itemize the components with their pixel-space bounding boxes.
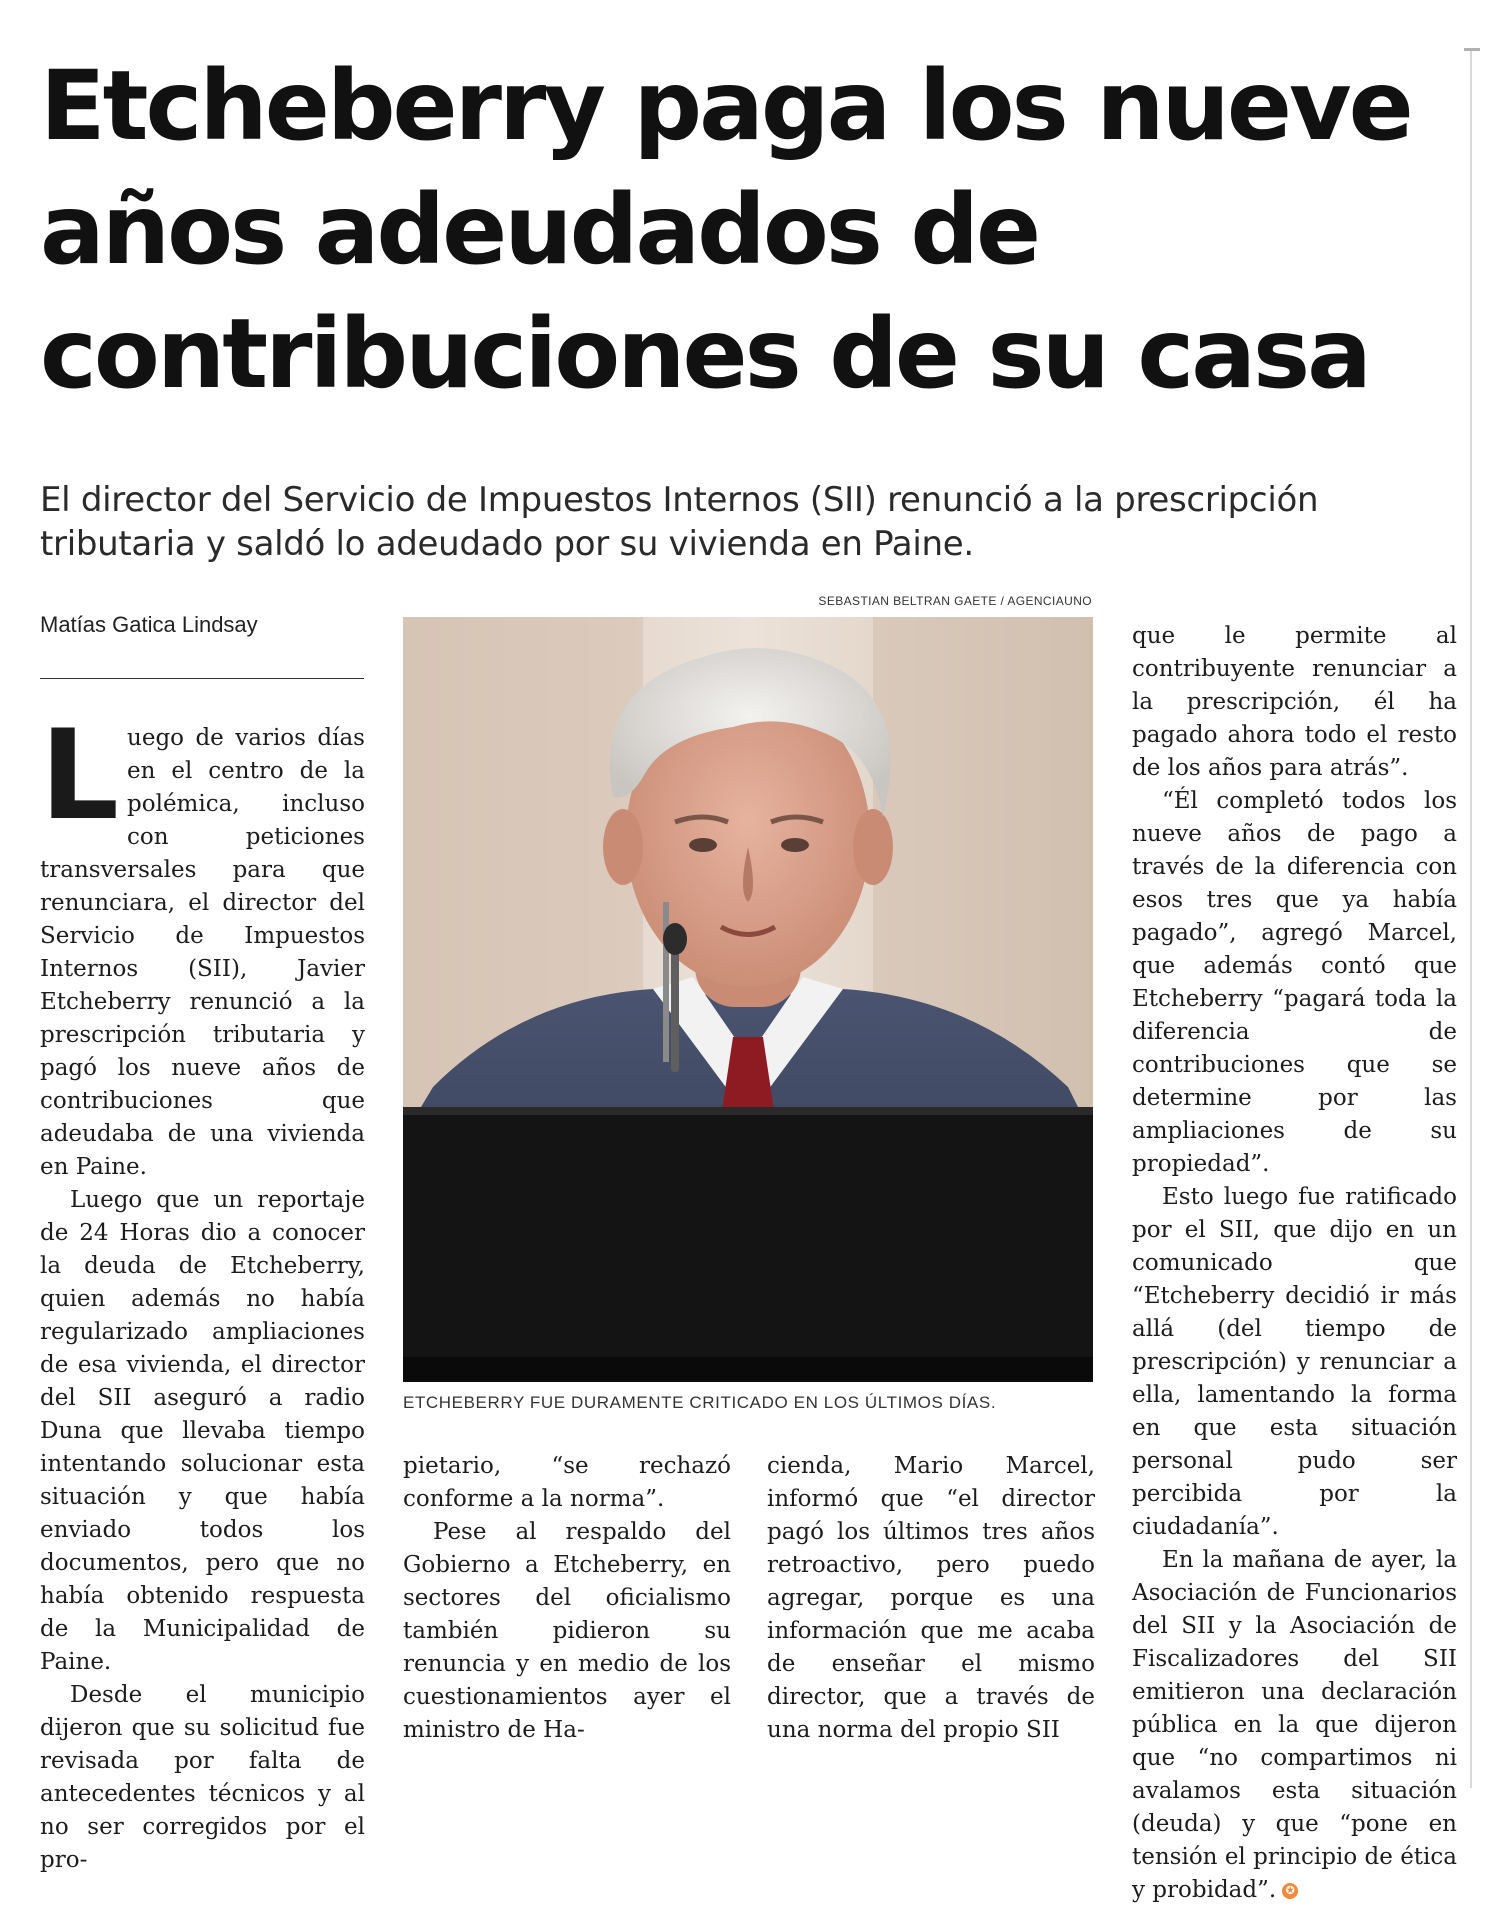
byline-divider <box>40 678 364 679</box>
photo-illustration <box>403 617 1093 1382</box>
drop-cap: L <box>40 704 120 848</box>
paragraph-final <box>1132 1544 1457 1907</box>
paragraph: Esto luego fue ratificado por el SII, que dijo en un comunicado que “Etcheberry decidió ir más allá (del tiempo de prescripción) y renunciar a ella, lamentando la forma en que esta situación personal pudo ser percibida por la ciudadanía”. <box>1132 1184 1457 1540</box>
end-of-article-icon: ✪ <box>1282 1883 1298 1899</box>
paragraph-continued: que le permite al contribuyente renunciar a la prescripción, él ha pagado ahora todo el resto de los años para atrás”. <box>1132 623 1457 781</box>
article-photo <box>403 617 1093 1382</box>
article-column-1 <box>40 704 365 1877</box>
article-column-3 <box>767 1450 1095 1747</box>
article-column-4 <box>1132 620 1457 1907</box>
paragraph: Luego que un reportaje de 24 Horas dio a conocer la deuda de Etcheberry, quien además no había regularizado ampliaciones de esa vivienda, el director del SII aseguró a radio Duna que llevaba tiempo intentando solucionar esta situación y que había enviado todos los documentos, pero que no había obtenido respuesta de la Municipalidad de Paine. <box>40 1187 365 1675</box>
article-column-2 <box>403 1450 731 1747</box>
paragraph-continued: pietario, “se rechazó conforme a la norma”. <box>403 1453 731 1512</box>
photo-caption: ETCHEBERRY FUE DURAMENTE CRITICADO EN LOS ÚLTIMOS DÍAS. <box>403 1393 997 1412</box>
paragraph-lead <box>40 704 365 1184</box>
page-edge-rule-cap <box>1464 48 1480 51</box>
final-text: En la mañana de ayer, la Asociación de Funcionarios del SII y la Asociación de Fiscalizadores del SII emitieron una declaración pública en la que dijeron que “no compartimos ni avalamos esta situación (deuda) y que “pone en tensión el principio de ética y probidad”. <box>1132 1547 1457 1903</box>
paragraph: Pese al respaldo del Gobierno a Etcheberry, en sectores del oficialismo también pidieron su renuncia y en medio de los cuestionamientos ayer el ministro de Ha- <box>403 1519 731 1743</box>
headline: Etcheberry paga los nueve años adeudados de contribuciones de su casa <box>40 50 1411 410</box>
byline: Matías Gatica Lindsay <box>40 612 258 637</box>
paragraph: “Él completó todos los nueve años de pago a través de la diferencia con esos tres que ya había pagado”, agregó Marcel, que además contó que Etcheberry “pagará toda la diferencia de contribuciones que se determine por las ampliaciones de su propiedad”. <box>1132 788 1457 1177</box>
paragraph-continued: cienda, Mario Marcel, informó que “el director pagó los últimos tres años retroactivo, pero puedo agregar, porque es una información que me acaba de enseñar el mismo director, que a través de una norma del propio SII <box>767 1453 1095 1743</box>
lead-text: uego de varios días en el centro de la polémica, incluso con peticiones transversales para que renunciara, el director del Servicio de Impuestos Internos (SII), Javier Etcheberry renunció a la prescripción tributaria y pagó los nueve años de contribuciones que adeudaba de una vivienda en Paine. <box>40 725 365 1180</box>
page-edge-rule <box>1470 48 1472 1788</box>
paragraph: Desde el municipio dijeron que su solicitud fue revisada por falta de antecedentes técnicos y al no ser corregidos por el pro- <box>40 1682 365 1873</box>
photo-credit: SEBASTIAN BELTRAN GAETE / AGENCIAUNO <box>818 594 1092 608</box>
subheadline: El director del Servicio de Impuestos Internos (SII) renunció a la prescripción tributaria y saldó lo adeudado por su vivienda en Paine. <box>40 480 1319 564</box>
